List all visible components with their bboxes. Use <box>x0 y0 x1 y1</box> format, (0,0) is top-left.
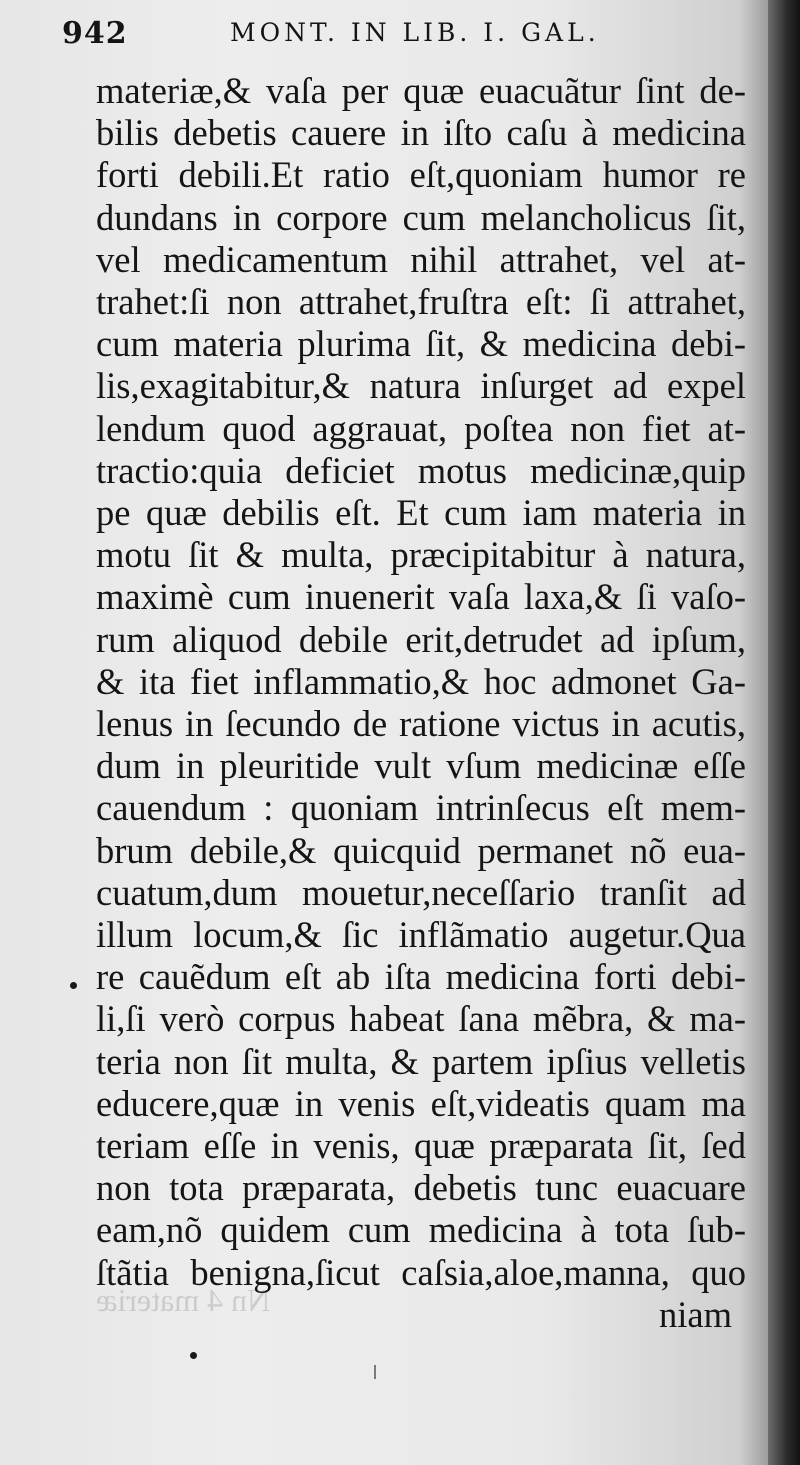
text-line: teria non ſit multa, & partem ipſius velletis <box>96 1040 746 1082</box>
book-spine-shadow <box>768 0 800 1465</box>
text-line: educere,quæ in venis eſt,videatis quam ma <box>96 1082 746 1124</box>
text-line: non tota præparata, debetis tunc euacuare <box>96 1167 746 1209</box>
text-line: lendum quod aggrauat, poſtea non fiet at- <box>96 407 746 449</box>
text-line: trahet:ſi non attrahet,fruſtra eſt: ſi attrahet, <box>96 281 746 323</box>
text-line: re cauẽdum eſt ab iſta medicina forti debi- <box>96 956 746 998</box>
page-header <box>62 16 702 56</box>
text-line: rum aliquod debile erit,detrudet ad ipſum, <box>96 618 746 660</box>
ink-speck <box>70 982 77 989</box>
text-line: forti debili.Et ratio eſt,quoniam humor re <box>96 154 746 196</box>
text-line: brum debile,& quicquid permanet nõ eua- <box>96 829 746 871</box>
text-line: bilis debetis cauere in iſto caſu à medicina <box>96 112 746 154</box>
text-line: eam,nõ quidem cum medicina à tota ſub- <box>96 1209 746 1251</box>
ink-speck <box>190 1352 197 1359</box>
text-line: tractio:quia deficiet motus medicinæ,quip <box>96 449 746 491</box>
running-head: MONT. IN LIB. I. GAL. <box>230 18 600 47</box>
body-text <box>96 70 746 1336</box>
paper-mark <box>374 1365 376 1379</box>
page-number: 942 <box>62 16 128 51</box>
text-line: cum materia plurima ſit, & medicina debi- <box>96 323 746 365</box>
text-line: lis,exagitabitur,& natura inſurget ad expel <box>96 365 746 407</box>
text-line: lenus in ſecundo de ratione victus in acutis, <box>96 703 746 745</box>
text-line: dum in pleuritide vult vſum medicinæ eſſe <box>96 745 746 787</box>
text-line: & ita fiet inflammatio,& hoc admonet Ga- <box>96 660 746 702</box>
text-line: dundans in corpore cum melancholicus ſit, <box>96 196 746 238</box>
text-line: ſtãtia benigna,ſicut caſsia,aloe,manna, quo <box>96 1251 746 1293</box>
catchword: niam <box>659 1293 732 1335</box>
text-line: motu ſit & multa, præcipitabitur à natura, <box>96 534 746 576</box>
text-line: cuatum,dum mouetur,neceſſario tranſit ad <box>96 871 746 913</box>
text-line: li,ſi verò corpus habeat ſana mẽbra, & ma- <box>96 998 746 1040</box>
text-line: cauendum : quoniam intrinſecus eſt mem- <box>96 787 746 829</box>
bleed-through-text: Nn 4 materiæ <box>96 1282 271 1318</box>
text-line: materiæ,& vaſa per quæ euacuãtur ſint de- <box>96 70 746 111</box>
text-line: vel medicamentum nihil attrahet, vel at- <box>96 238 746 280</box>
text-line: teriam eſſe in venis, quæ præparata ſit, ſed <box>96 1125 746 1167</box>
text-line: pe quæ debilis eſt. Et cum iam materia in <box>96 492 746 534</box>
text-line: illum locum,& ſic inflãmatio augetur.Qua <box>96 914 746 956</box>
text-line: maximè cum inuenerit vaſa laxa,& ſi vaſo- <box>96 576 746 618</box>
